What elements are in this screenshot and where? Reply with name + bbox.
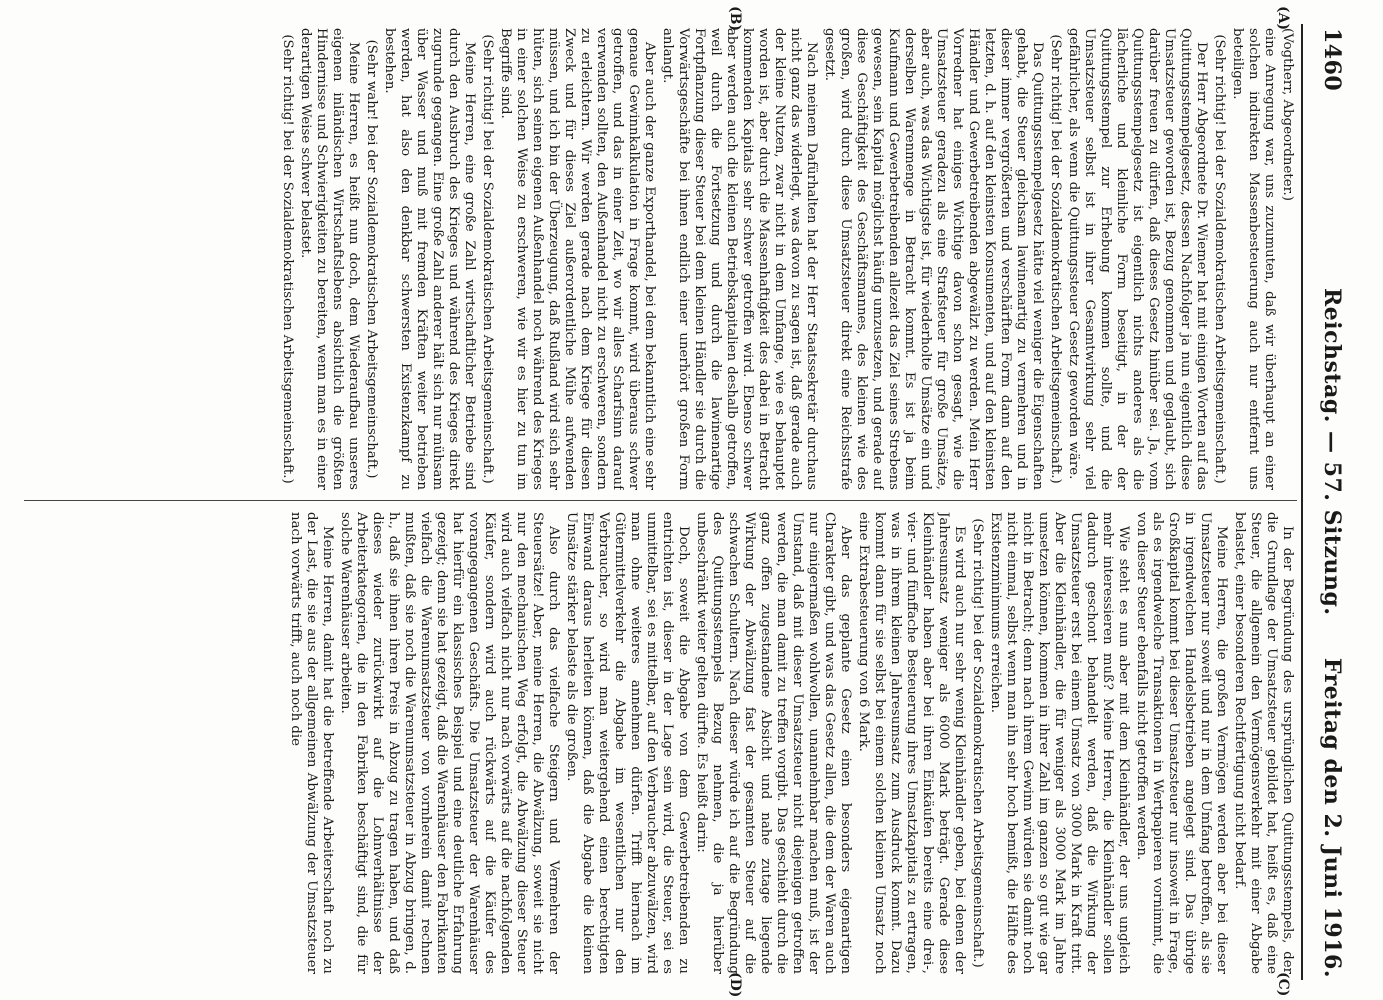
- left-column: [24, 28, 1295, 490]
- paragraph: Meine Herren, damit hat die betreffende Arbeiterschaft noch zu der Last, die sie aus der allgemeinen Abwälzung der Umsatzsteuer nach vorwärts trifft, auch noch die: [288, 512, 335, 974]
- right-column: [24, 512, 1295, 974]
- paragraph: Meine Herren, es heißt nun doch, dem Wiederaufbau unseres eigenen inländischen Wirtschaftslebens absichtlich die größten Hindernisse und Schwierigkeiten zu bereiten, wenn man es in einer derartigen Weise schwer belastet.: [298, 28, 361, 490]
- speaker-line: (Vogtherr, Abgeordneter.): [1280, 28, 1295, 201]
- page-title: Reichstag. — 57. Sitzung.: [1319, 288, 1345, 616]
- interjection: (Sehr richtig! bei der Sozialdemokratischen Arbeitsgemeinschaft.): [480, 34, 495, 484]
- paragraph: Aber auch der ganze Exporthandel, bei dem bekanntlich eine sehr genaue Gewinnkalkulation in Frage kommt, wird überaus schwer getroffen, und das in einer Zeit, wo wir alles Scharfsinn darauf verwenden sollten, den Außenhandel nicht zu erschweren, sondern zu erleichtern. Wir werden gerade nach dem Kriege für diesen Zweck und für dieses Ziel außerordentliche Mühe aufwenden müssen, und ich bin der Überzeugung, daß Rußland wird sich sehr hüten, sich seinen eigenen Außenhandel noch während des Krieges in einer solchen Weise zu erschweren, wie wir es hier zu tun im Begriffe sind.: [498, 28, 657, 490]
- paragraph: Also durch das vielfache Steigern und Vermehren der Steuersätze! Aber, meine Herren, die Abwälzung, soweit sie nicht nur den mechanischen Weg erfolgt, die Abwälzung dieser Steuer wird auch vielfach nicht nur nach vorwärts auf die nachfolgenden Käufer, sondern wird auch rückwärts auf die Käufer des vorangegangenen Geschäfts. Die Umsatzsteuer der Warenhäuser hat hierfür ein klassisches Beispiel und eine deutliche Erfahrung gezeigt; denn sie hat gezeigt, daß die Warenhäuser den Fabrikanten vielfach die Warenumsatzsteuer von vornherein damit rechnen mußten, daß sie noch die Warenumsatzsteuer in Abzug bringen, d. h., daß sie ihnen ihren Preis in Abzug zu tragen haben, und daß dieses wieder zurückwirkt auf die Lohnverhältnisse der Arbeiterkategorien, die in den Fabriken beschäftigt sind, die für solche Warenhäuser arbeiten.: [338, 512, 561, 974]
- page-header: [1309, 28, 1349, 978]
- interjection: (Sehr richtig! bei der Sozialdemokratischen Arbeitsgemeinschaft.): [280, 34, 295, 484]
- paragraph: Es wird auch nur sehr wenig Kleinhändler geben, bei denen der Jahresumsatz weniger als 6000 Mark beträgt. Gerade diese Kleinhändler haben aber bei ihren Einkäufen bereits eine drei-, vier- und fünffache Besteuerung ihres Umsatzkapitals zu ertragen, was in ihrem kleinen Jahresumsatz zum Ausdruck kommt. Dazu kommt dann für sie selbst bei einem solchen kleinen Umsatz noch eine Extrabesteuerung von 6 Mark.: [856, 512, 967, 974]
- paragraph: Wie steht es nun aber mit dem Kleinhändler, der uns ungleich mehr interessieren muß? Meine Herren, die Kleinhändler sollen dadurch geschont behandelt werden, daß die Wirkung der Umsatzsteuer erst bei einem Umsatz von 3000 Mark in Kraft tritt. Aber die Kleinhändler, die für weniger als 3000 Mark im Jahre umsetzen können, kommen in ihrer Zahl im ganzen so gut wie gar nicht in Betracht; denn nach ihrem Gewinn würden sie damit noch nicht einmal, selbst wenn man ihn sehr hoch bemißt, die Hälfte des Existenzminimums erreichen.: [988, 512, 1131, 974]
- margin-mark-d: (D): [727, 972, 743, 998]
- paragraph: Aber das geplante Gesetz einen besonders eigenartigen Charakter gibt, und was das Gesetz allen, die dem der Waren auch nur einigermaßen wohlwollen, unannehmbar machen muß, ist der Umstand, daß mit dieser Umsatzsteuer nicht diejenigen getroffen werden, die man damit zu treffen vorgibt. Das geschieht durch die ganz offen zugestandene Absicht und nahe zutage liegende Wirkung der Abwälzung fast der gesamten Steuer auf die schwachen Schultern. Nach dieser würde ich auf die Begründung des Quittungsstempels Bezug nehmen, die ja hierüber unbeschränkt weiter gelten dürfte. Es heißt darin:: [694, 512, 853, 974]
- interjection: (Sehr richtig! bei der Sozialdemokratischen Arbeitsgemeinschaft.): [1212, 34, 1227, 484]
- interjection: (Sehr wahr! bei der Sozialdemokratischen Arbeitsgemeinschaft.): [364, 39, 379, 479]
- session-date: Freitag den 2. Juni 1916.: [1319, 657, 1345, 978]
- interjection: (Sehr richtig! bei der Sozialdemokratischen Arbeitsgemeinschaft.): [1048, 34, 1063, 484]
- paragraph: Nach meinem Dafürhalten hat der Herr Staatssekretär durchaus nicht ganz das widerlegt, was davon zu sagen ist, daß gerade auch der kleine Nutzen, zwar nicht in dem Umfange, wie es behauptet worden ist, aber durch die Massenhaftigkeit des dabei in Betracht kommenden Kapitals sehr schwer getroffen wird. Ebenso schwer aber werden auch die kleinen Betriebskapitalien deshalb getroffen, weil durch die Fortsetzung und durch die lawinenartige Fortpflanzung dieser Steuer bei dem kleinen Händler sie durch die Vorwärtsgeschäfte bei ihnen endlich einer unerhört großen Form anlangt.: [660, 28, 819, 490]
- paragraph: Der Herr Abgeordnete Dr. Wiemer hat mit einigen Worten auf das Quittungsstempelgesetz, dessen Nachfolger ja nun eigentlich diese Umsatzsteuer geworden ist, Bezug genommen und geglaubt, sich darüber freuen zu dürfen, daß dieses Gesetz hinüber sei. Ja, vom Quittungsstempelgesetz ist eigentlich nichts anderes als die lächerliche und kleinliche Form beseitigt, in der der Quittungsstempel zur Erhebung kommen sollte, und die Umsatzsteuer selbst ist in ihrer Gesamtwirkung sehr viel gefährlicher, als wenn die Quittungssteuer Gesetz geworden wäre.: [1066, 28, 1209, 490]
- column-divider: [24, 500, 1297, 501]
- page-number: 1460: [1319, 28, 1345, 92]
- quoted-paragraph: Doch, soweit die Abgabe von dem Gewerbetreibenden zu entrichten ist, dieser in der Lage sein wird, die Steuer, sei es unmittelbar, sei es mittelbar, auf den Verbraucher abzuwälzen, wird man ohne weiteres annehmen dürfen. Trifft hiernach im Gütermittelverkehr die Abgabe im wesentlichen nur den Verbraucher, so wird man weitergehend einen berechtigten Einwand daraus herleiten können, daß die Abgabe die kleinen Umsätze stärker belaste als die großen.: [564, 512, 691, 974]
- paragraph: Meine Herren, eine große Zahl wirtschaftlicher Betriebe sind durch den Ausbruch des Krieges und während des Krieges direkt zugrunde gegangen. Eine große Zahl anderer hält sich nur mühsam über Wasser und muß mit fremden Kräften weiter betrieben werden, hat also den denkbar schwersten Existenzkampf zu bestehen.: [382, 28, 477, 490]
- paragraph: Meine Herren, die großen Vermögen werden aber bei dieser Umsatzsteuer nur soweit und nur in dem Umfang betroffen, als sie in irgendwelchen Handelsbetrieben angelegt sind. Das übrige Großkapital kommt bei dieser Umsatzsteuer nur insoweit in Frage, als es irgendwelche Transaktionen in Wertpapieren vornimmt, die von dieser Steuer ebenfalls nicht getroffen werden.: [1134, 512, 1229, 974]
- paragraph: Das Quittungsstempelgesetz hätte viel weniger die Eigenschaften gehabt, die Steuer gleichsam lawinenartig zu vermehren und in dieser immer vergrößerten und verschärften Form dann auf den letzten, d. h. auf den kleinsten Konsumenten, und auf den kleinsten Händler und Gewerbetreibenden abgewälzt zu werden. Mein Herr Vorredner hat einiges Wichtige davon schon gesagt, wie die Umsatzsteuer geradezu als eine Strafsteuer für große Umsätze, aber auch, was das Wichtigste ist, für wiederholte Umsätze ein und derselben Warenmenge in Betracht kommt. Es ist ja beim Kaufmann und Gewerbetreibenden allezeit das Ziel seines Strebens gewesen, sein Kapital möglichst häufig umzusetzen, und gerade auf diese Geschäftigkeit des Geschäftsmannes, des kleinen wie des großen, wird durch diese Umsatzsteuer direkt eine Reichsstrafe gesetzt.: [822, 28, 1045, 490]
- margin-mark-c: (C): [1275, 972, 1291, 997]
- paragraph: eine Anregung war, uns zuzumuten, daß wir überhaupt an einer solchen indirekten Massenbesteuerung auch nur entfernt uns beteiligen.: [1230, 28, 1277, 490]
- margin-mark-b: (B): [727, 6, 743, 32]
- margin-mark-a: (A): [1275, 6, 1291, 31]
- header-rule: [1301, 24, 1303, 980]
- interjection: (Sehr richtig! bei der Sozialdemokratischen Arbeitsgemeinschaft.): [970, 518, 985, 968]
- paragraph: In der Begründung des ursprünglichen Quittungsstempels, der die Grundlage der Umsatzsteuer gebildet hat, heißt es, daß eine Steuer, die allgemein den Vermögensverkehr mit einer Abgabe belastet, einer besonderen Rechtfertigung nicht bedarf.: [1232, 512, 1295, 974]
